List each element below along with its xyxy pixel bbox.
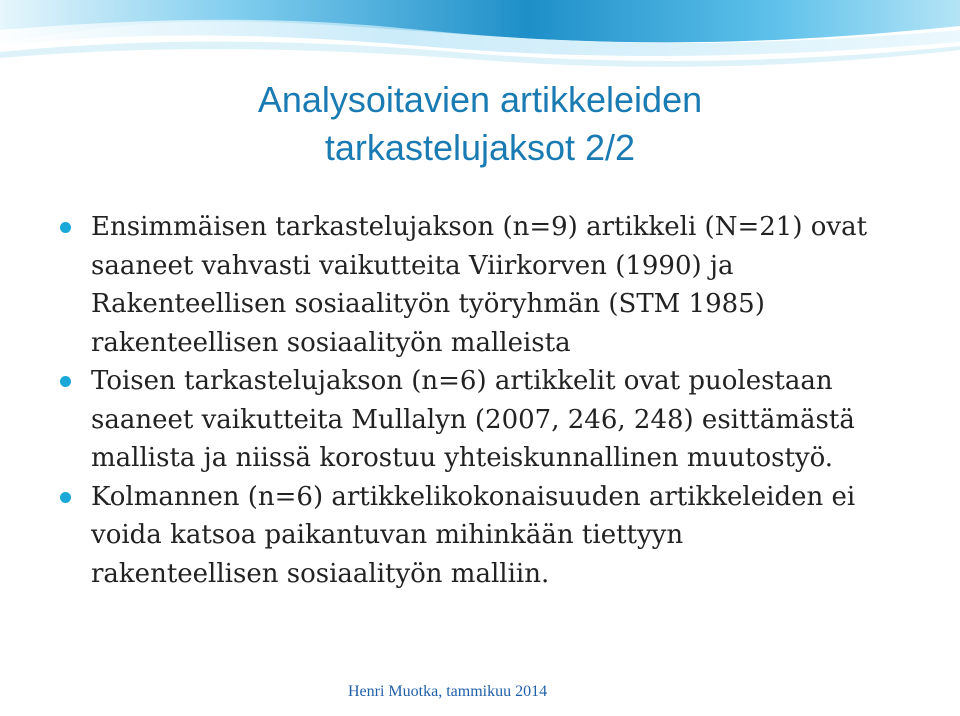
bullet-1-line-3: Rakenteellisen sosiaalityön työryhmän (STM 1985) (91, 289, 765, 319)
bullet-item-1 (58, 208, 938, 362)
bullet-3-line-2: voida katsoa paikantuvan mihinkään tiettyyn (91, 520, 684, 550)
slide-title (0, 76, 960, 172)
bullet-1-line-4: rakenteellisen sosiaalityön malleista (91, 327, 571, 358)
slide-footer: Henri Muotka, tammikuu 2014 (348, 683, 548, 700)
bullet-list (58, 208, 938, 593)
bullet-item-2 (58, 362, 938, 478)
bullet-2-line-1: Toisen tarkastelujakson (n=6) artikkelit ovat puolestaan (91, 366, 833, 396)
bullet-dot-icon (60, 222, 71, 233)
bullet-1-line-2: saaneet vahvasti vaikutteita Viirkorven (1990) ja (91, 250, 734, 281)
bullet-1-line-1: Ensimmäisen tarkastelujakson (n=9) artikkeli (N=21) ovat (91, 212, 868, 242)
slide-title-line-2: tarkastelujaksot 2/2 (324, 127, 636, 168)
bullet-item-3 (58, 478, 938, 594)
bullet-2-line-3: mallista ja niissä korostuu yhteiskunnallinen muutostyö. (91, 443, 834, 473)
slide-title-line-1: Analysoitavien artikkeleiden (257, 79, 703, 120)
bullet-3-line-1: Kolmannen (n=6) artikkelikokonaisuuden artikkeleiden ei (91, 481, 856, 512)
bullet-2-line-2: saaneet vaikutteita Mullalyn (2007, 246, 248) esittämästä (91, 404, 855, 435)
decorative-wave-header (0, 0, 960, 80)
bullet-dot-icon (60, 376, 71, 387)
bullet-3-line-3: rakenteellisen sosiaalityön malliin. (91, 558, 550, 589)
bullet-dot-icon (60, 492, 71, 503)
